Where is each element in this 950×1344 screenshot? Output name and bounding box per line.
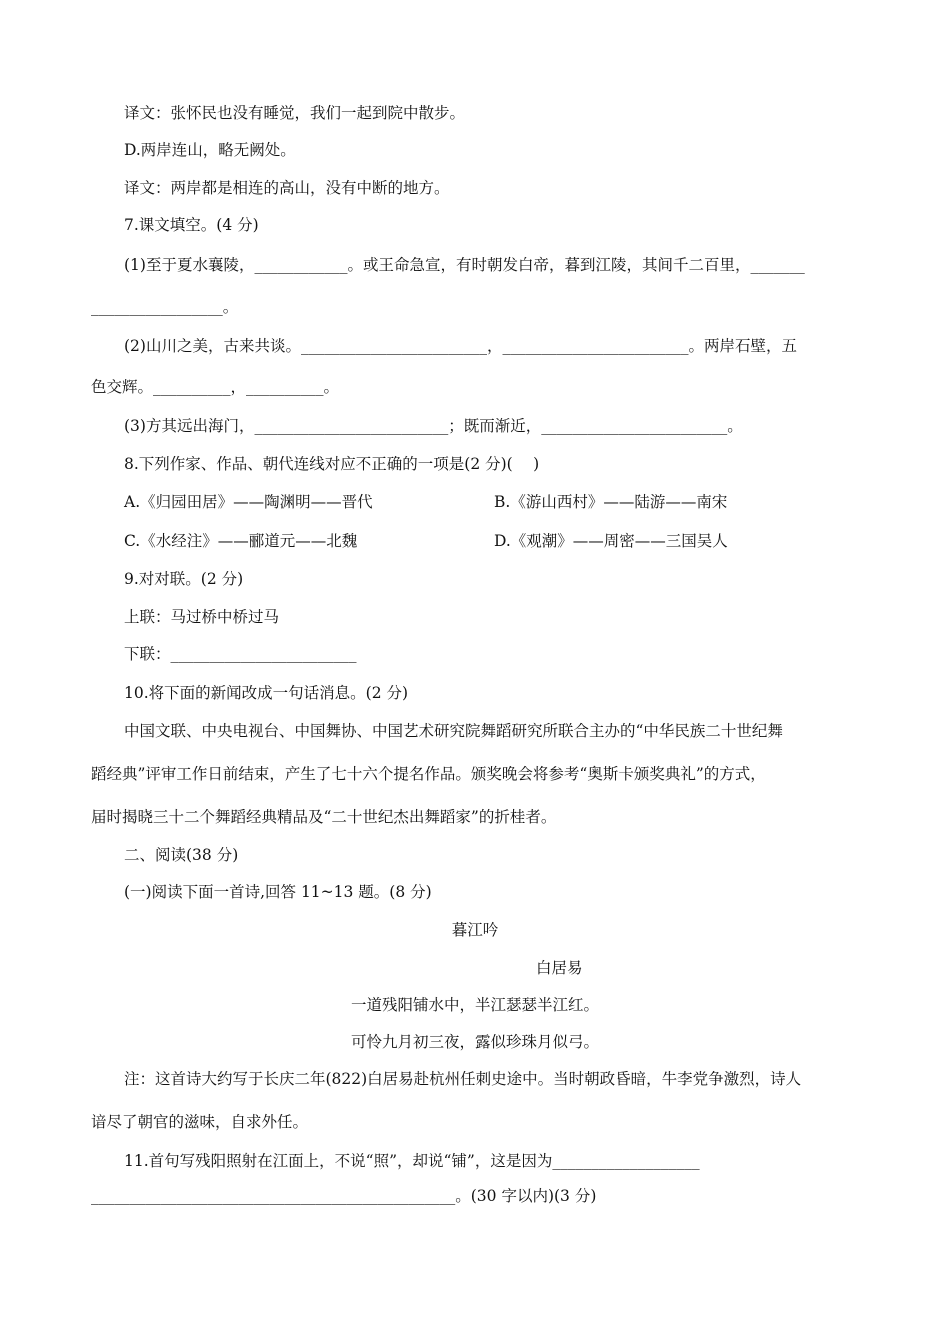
question-8-heading: 8.下列作家、作品、朝代连线对应不正确的一项是(2 分)( ) [124,455,540,473]
translation-line-1: 译文：张怀民也没有睡觉，我们一起到院中散步。 [124,104,466,122]
poem-line-1: 一道残阳铺水中，半江瑟瑟半江红。 [350,996,599,1014]
poem-author: 白居易 [536,959,583,977]
option-d-sentence: D.两岸连山，略无阙处。 [124,141,296,159]
question-7-item-3: (3)方其远出海门，_________________________；既而渐近，________________________。 [124,417,743,435]
translation-line-2: 译文：两岸都是相连的高山，没有中断的地方。 [124,179,450,197]
question-8-option-c: C.《水经注》——郦道元——北魏 [124,532,358,550]
couplet-upper: 上联：马过桥中桥过马 [124,608,280,626]
news-paragraph-line-2: 蹈经典”评审工作日前结束，产生了七十六个提名作品。颁奖晚会将参考“奥斯卡颁奖典礼”的方式， [91,765,766,783]
question-7-item-2: (2)山川之美，古来共谈。________________________，________________________。两岸石壁，五 [124,337,797,355]
question-9-heading: 9.对对联。(2 分) [124,570,244,588]
question-7-item-1-cont: _________________。 [91,298,239,316]
question-7-heading: 7.课文填空。(4 分) [124,216,259,234]
poem-note-line-2: 谙尽了朝官的滋味，自求外任。 [91,1113,309,1131]
question-10-heading: 10.将下面的新闻改成一句话消息。(2 分) [124,684,409,702]
question-8-option-b: B.《游山西村》——陆游——南宋 [494,493,728,511]
question-7-item-1: (1)至于夏水襄陵，____________。或王命急宣，有时朝发白帝，暮到江陵，其间千二百里，_______ [124,256,805,274]
section-reading-heading: 二、阅读(38 分) [124,846,239,864]
news-paragraph-line-3: 届时揭晓三十二个舞蹈经典精品及“二十世纪杰出舞蹈家”的折桂者。 [91,808,557,826]
poem-line-2: 可怜九月初三夜，露似珍珠月似弓。 [350,1033,599,1051]
reading-part-1-heading: (一)阅读下面一首诗,回答 11~13 题。(8 分) [124,883,432,901]
couplet-lower: 下联：________________________ [124,645,357,663]
news-paragraph-line-1: 中国文联、中央电视台、中国舞协、中国艺术研究院舞蹈研究所联合主办的“中华民族二十世纪舞 [124,722,783,740]
poem-note-line-1: 注：这首诗大约写于长庆二年(822)白居易赴杭州任刺史途中。当时朝政昏暗，牛李党争激烈，诗人 [124,1070,802,1088]
poem-title: 暮江吟 [451,921,499,939]
question-11-line-1: 11.首句写残阳照射在江面上，不说“照”，却说“铺”，这是因为___________________ [124,1152,700,1170]
question-7-item-2-cont: 色交辉。__________，__________。 [91,378,340,396]
question-8-option-d: D.《观潮》——周密——三国吴人 [494,532,728,550]
question-11-line-2: _______________________________________________。(30 字以内)(3 分) [91,1187,597,1205]
question-8-option-a: A.《归园田居》——陶渊明——晋代 [124,493,373,511]
